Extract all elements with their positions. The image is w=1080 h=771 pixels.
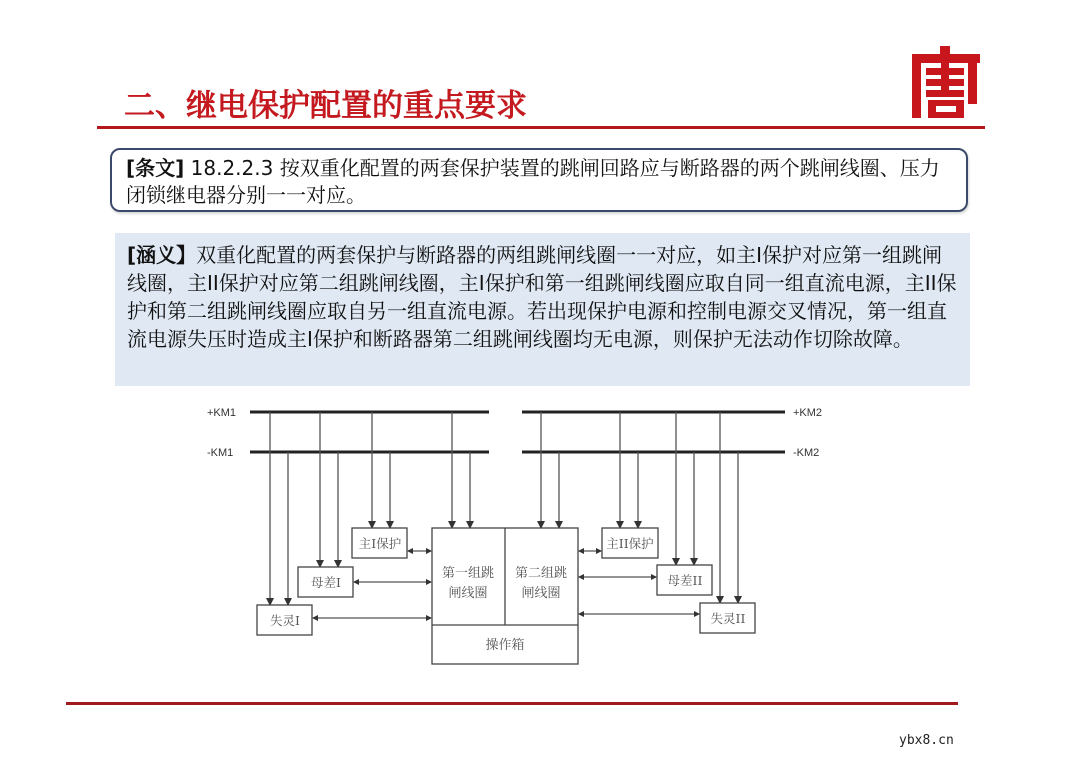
meaning-text: 双重化配置的两套保护与断路器的两组跳闸线圈一一对应，如主I保护对应第一组跳闸线圈，主II保护对应第二组跳闸线圈，主I保护和第一组跳闸线圈应取自同一组直流电源，主II保护和第二组跳闸线圈应取自另一组直流电源。若出现保护电源和控制电源交叉情况，第一组直流电源失压时造成主I保护和断路器第二组跳闸线圈均无电源，则保护无法动作切除故障。 [127, 243, 957, 351]
bus-label-pos-km2: +KM2 [793, 407, 823, 419]
company-logo-icon [910, 46, 982, 120]
footer-divider [66, 702, 958, 705]
coil1-label-line2: 闸线圈 [448, 586, 488, 601]
watermark: ybx8.cn [899, 733, 954, 748]
bf2-label: 失灵II [710, 611, 746, 626]
bus-label-neg-km2: -KM2 [793, 447, 820, 459]
trip-circuit-diagram [195, 398, 845, 673]
title-divider [97, 126, 985, 129]
diagram-svg [195, 398, 845, 673]
article-box [110, 148, 968, 212]
dc-bus-bars [250, 412, 785, 452]
meaning-tag: [涵义】 [127, 243, 197, 267]
operation-box-label: 操作箱 [485, 638, 525, 653]
main1-label: 主I保护 [358, 536, 402, 551]
slide-title: 二、继电保护配置的重点要求 [124, 88, 527, 124]
article-text: 18.2.2.3 按双重化配置的两套保护装置的跳闸回路应与断路器的两个跳闸线圈、压力闭锁继电器分别一一对应。 [126, 156, 940, 207]
coil2-label-line2: 闸线圈 [521, 586, 561, 601]
bf1-label: 失灵I [270, 613, 300, 628]
article-tag: [条文] [126, 156, 185, 180]
busdiff2-label: 母差II [667, 573, 703, 588]
bus-label-neg-km1: -KM1 [207, 447, 234, 459]
coil2-label-line1: 第二组跳 [514, 566, 568, 581]
bus-label-pos-km1: +KM1 [207, 407, 237, 419]
meaning-box [115, 233, 970, 386]
busdiff1-label: 母差I [311, 575, 341, 590]
coil1-label-line1: 第一组跳 [441, 566, 495, 581]
main2-label: 主II保护 [606, 536, 654, 551]
